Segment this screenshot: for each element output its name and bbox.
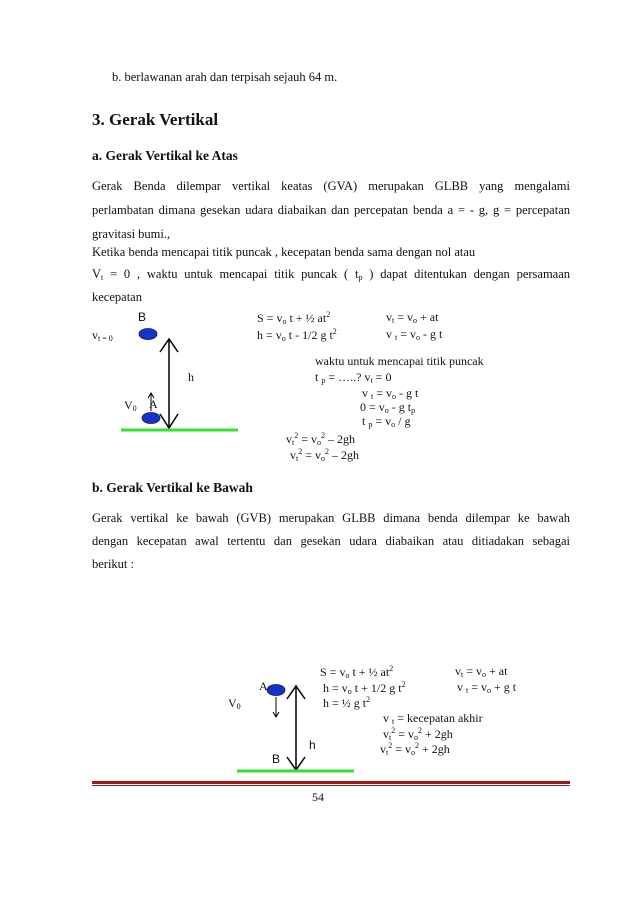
- gvb-line-1: Gerak vertikal ke bawah (GVB) merupakan GLBB dimana benda dilempar ke bawah: [92, 511, 570, 525]
- label-b-top: B: [138, 310, 147, 324]
- eq-b-vt-def: v $_t$ = kecepatan akhir: [383, 711, 483, 726]
- eq-b-h2: h = ½ g $t^2$: [323, 695, 371, 710]
- gva-line-1: Gerak Benda dilempar vertikal keatas (GVA) merupakan GLBB yang mengalami: [92, 179, 570, 193]
- eq-zero: $0 = v_o - g$ $t_p$: [360, 400, 416, 415]
- footer-rule: [92, 781, 570, 784]
- label-b-b: B: [272, 752, 281, 766]
- label-vt0: $v_{t = 0}$: [92, 328, 113, 343]
- eq-b-vt: $v_t = v_o$ + at: [455, 664, 508, 679]
- label-h-a: h: [188, 370, 194, 384]
- eq-vt2-1: $v_t^2 = v_o^2 - 2gh$: [286, 431, 356, 447]
- ball-start-icon: [267, 685, 285, 696]
- eq-b-h: $h = v_o$ t + 1/2 g $t^2$: [323, 680, 406, 696]
- eq-tp: t $_p$ = …..? $v_t = 0$: [315, 370, 392, 385]
- gva-line-2: perlambatan dimana gesekan udara diabaikan dan percepatan benda a = - g, g = percepatan: [92, 203, 570, 217]
- eq-vt: $v_t = v_o$ + at: [386, 310, 439, 325]
- label-h-b: h: [309, 738, 316, 752]
- eq-waktu: waktu untuk mencapai titik puncak: [315, 354, 484, 368]
- subsection-a-title: a. Gerak Vertikal ke Atas: [92, 148, 238, 163]
- gvb-line-3: berikut :: [92, 557, 135, 571]
- section-title: 3. Gerak Vertikal: [92, 110, 219, 129]
- eq-h: $h = v_o$ t - 1/2 g $t^2$: [257, 327, 337, 343]
- eq-b-vt-2: v $_t = v_o + g$ t: [457, 680, 517, 695]
- footer-rule-thin: [92, 785, 570, 786]
- top-line: b. berlawanan arah dan terpisah sejauh 64 m.: [112, 70, 338, 84]
- label-v0-a: $V_0$: [124, 398, 137, 413]
- eq-s: $S = v_o$ t + ½ $at^2$: [257, 310, 331, 326]
- eq-b-vt2-2: $v_t^2 = v_o^2 + 2gh$: [380, 741, 450, 757]
- gva-line-5: $V_t = 0$ , waktu untuk mencapai titik puncak ( $t_p$ ) dapat ditentukan dengan persamaan: [92, 267, 571, 282]
- eq-vt2-2: $v_t^2 = v_o^2 - 2gh$: [290, 447, 360, 463]
- page-number: 54: [312, 790, 324, 804]
- subsection-b-title: b. Gerak Vertikal ke Bawah: [92, 480, 253, 495]
- label-v0-b: $V_0$: [228, 696, 241, 711]
- ball-bottom-icon: [142, 413, 160, 424]
- eq-tp-result: t $_p = v_o / g$: [362, 414, 411, 429]
- eq-b-vt2-1: $v_t^2 = v_o^2 + 2gh$: [383, 726, 453, 742]
- label-a-b: A: [259, 679, 268, 693]
- gva-line-6: kecepatan: [92, 290, 142, 304]
- label-a-a: A: [149, 397, 158, 411]
- eq-vt-3: v $_t = v_o - g$ t: [362, 386, 419, 401]
- eq-b-s: $S = v_o$ t + ½ $at^2$: [320, 664, 394, 680]
- gva-line-4: Ketika benda mencapai titik puncak , kecepatan benda sama dengan nol atau: [92, 245, 476, 259]
- eq-vt-2: v $_t = v_o - g$ t: [386, 327, 443, 342]
- gva-line-3: gravitasi bumi.,: [92, 227, 171, 241]
- ball-top-icon: [139, 329, 157, 340]
- gvb-line-2: dengan kecepatan awal tertentu dan gesekan udara diabaikan atau ditiadakan sebagai: [92, 534, 570, 548]
